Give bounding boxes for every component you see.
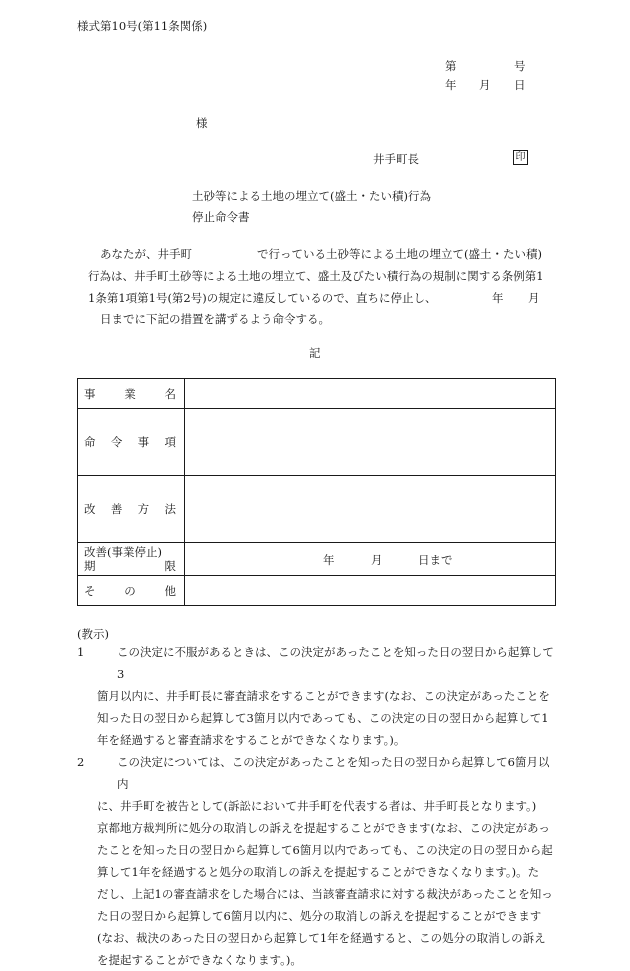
notes-heading: (教示) bbox=[77, 627, 109, 641]
value-order bbox=[185, 409, 556, 476]
date-year: 年 bbox=[445, 78, 457, 92]
subject-line-2: 停止命令書 bbox=[192, 210, 250, 224]
label-business-name: 事 業 名 bbox=[78, 379, 185, 409]
row-order bbox=[78, 409, 556, 476]
value-method bbox=[185, 476, 556, 543]
row-business-name bbox=[78, 379, 556, 409]
issuer-title: 井手町長 bbox=[373, 152, 419, 166]
body-line-2: 行為は、井手町土砂等による土地の埋立て、盛土及びたい積行為の規制に関する条例第1 bbox=[88, 269, 544, 283]
label-other: そ の 他 bbox=[78, 576, 185, 606]
row-method bbox=[78, 476, 556, 543]
label-period: 改善(事業停止) 期 限 bbox=[78, 543, 185, 576]
body-line-4: 日までに下記の措置を講ずるよう命令する。 bbox=[100, 312, 330, 326]
body-line-1b: で行っている土砂等による土地の埋立て(盛土・たい積) bbox=[257, 247, 542, 261]
row-period bbox=[78, 543, 556, 576]
order-table bbox=[77, 378, 556, 606]
note-item-1: 1 この決定に不服があるときは、この決定があったことを知った日の翌日から起算して3 箇月以内に、井手町長に審査請求をすることができます(なお、この決定があったことを 知った日の翌日から起算して3箇月以内であっても、この決定の日の翌日から起算して1 年を経過すると審査請求をすることができなくなります。)。 bbox=[77, 645, 554, 747]
ki-heading: 記 bbox=[309, 346, 321, 360]
row-other bbox=[78, 576, 556, 606]
date-month: 月 bbox=[479, 78, 491, 92]
date-day: 日 bbox=[514, 78, 526, 92]
body-line-3a: 1条第1項第1号(第2号)の規定に違反しているので、直ちに停止し、 bbox=[88, 291, 437, 305]
addressee-suffix: 様 bbox=[196, 116, 208, 130]
value-other bbox=[185, 576, 556, 606]
body-line-3-month: 月 bbox=[528, 291, 540, 305]
notes-list bbox=[77, 641, 557, 971]
form-reference: 様式第10号(第11条関係) bbox=[77, 19, 208, 33]
label-method: 改 善 方 法 bbox=[78, 476, 185, 543]
doc-number-suffix: 号 bbox=[514, 59, 526, 73]
doc-number-prefix: 第 bbox=[445, 59, 457, 73]
body-line-1a: あなたが、井手町 bbox=[100, 247, 192, 261]
note-item-2: 2 この決定については、この決定があったことを知った日の翌日から起算して6箇月以内 に、井手町を被告として(訴訟において井手町を代表する者は、井手町長となります。) 京都地方裁判所に処分の取消しの訴えを提起することができます(なお、この決定があっ たことを知った日の翌日から起算して6箇月以内であっても、この決定の日の翌日から起 算して1年を経過すると処分の取消しの訴えを提起することができなくなります。)。た だし、上記1の審査請求をした場合には、当該審査請求に対する裁決があったことを知っ た日の翌日から起算して6箇月以内に、処分の取消しの訴えを提起することができます (なお、裁決のあった日の翌日から起算して1年を経過すると、この処分の取消しの訴え を提起することができなくなります。)。 bbox=[77, 755, 553, 967]
body-line-3-year: 年 bbox=[492, 291, 504, 305]
label-order: 命 令 事 項 bbox=[78, 409, 185, 476]
value-business-name bbox=[185, 379, 556, 409]
subject-line-1: 土砂等による土地の埋立て(盛土・たい積)行為 bbox=[192, 189, 431, 203]
seal-mark: 印 bbox=[513, 150, 528, 165]
value-period: 年 月 日まで bbox=[185, 543, 556, 576]
